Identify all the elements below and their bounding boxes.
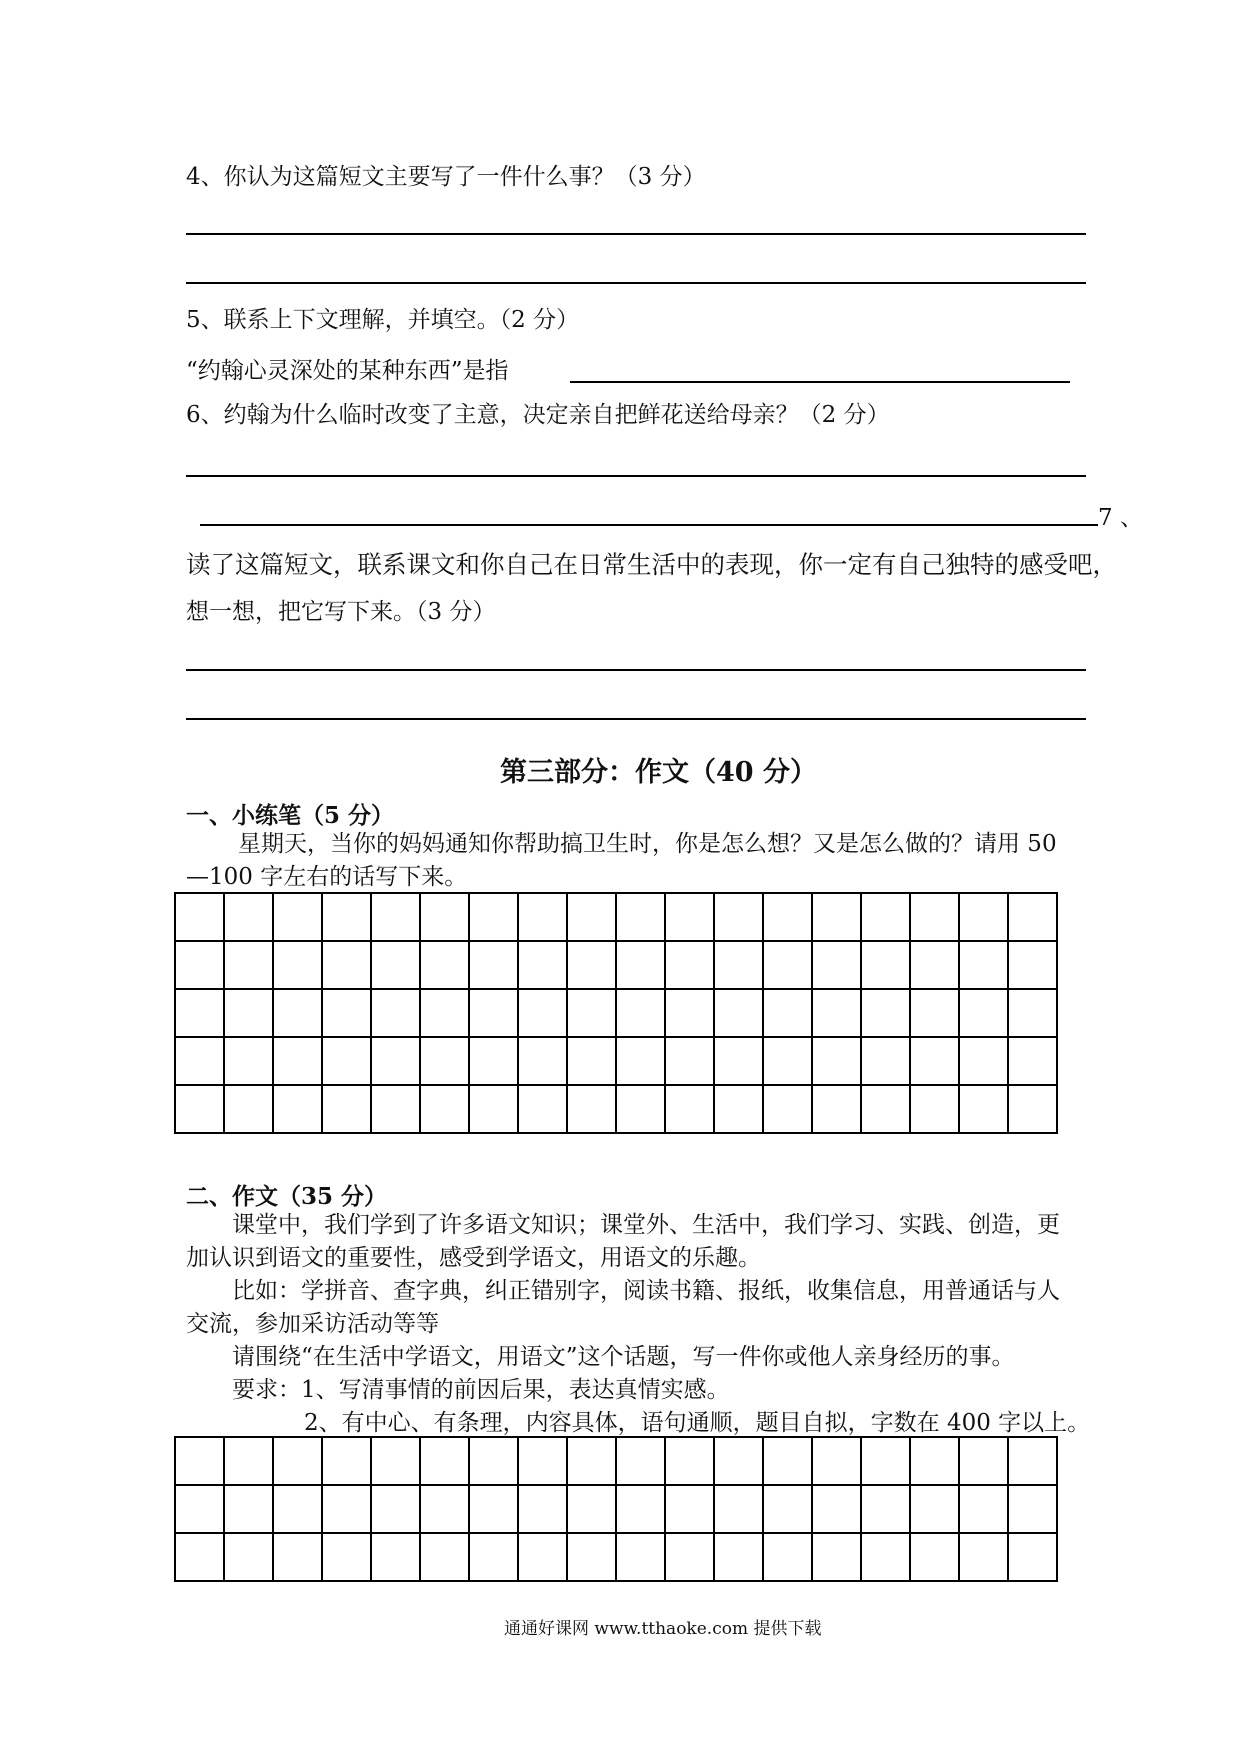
grid-cell[interactable] [518, 941, 567, 989]
grid-cell[interactable] [371, 989, 420, 1037]
grid-cell[interactable] [714, 1533, 763, 1581]
grid-row [175, 941, 1057, 989]
answer-line[interactable] [186, 233, 1086, 235]
grid-row [175, 1037, 1057, 1085]
grid-cell[interactable] [371, 1085, 420, 1133]
grid-cell[interactable] [469, 893, 518, 941]
grid-row [175, 1437, 1057, 1485]
grid-cell[interactable] [175, 941, 224, 989]
grid-cell[interactable] [567, 941, 616, 989]
grid-cell[interactable] [763, 1485, 812, 1533]
answer-line[interactable] [186, 282, 1086, 284]
grid-cell[interactable] [714, 1037, 763, 1085]
grid-row [175, 893, 1057, 941]
grid-cell[interactable] [224, 1085, 273, 1133]
question-5-fill-prompt: “约翰心灵深处的某种东西”是指 [186, 358, 509, 384]
grid-cell[interactable] [518, 1085, 567, 1133]
grid-cell[interactable] [175, 1437, 224, 1485]
grid-cell[interactable] [322, 1037, 371, 1085]
grid-row [175, 989, 1057, 1037]
grid-cell[interactable] [518, 989, 567, 1037]
answer-line[interactable] [200, 524, 1098, 526]
grid-cell[interactable] [224, 941, 273, 989]
grid-cell[interactable] [959, 1085, 1008, 1133]
grid-cell[interactable] [567, 1485, 616, 1533]
grid-cell[interactable] [665, 1485, 714, 1533]
grid-cell[interactable] [518, 1037, 567, 1085]
grid-cell[interactable] [1008, 989, 1057, 1037]
grid-cell[interactable] [812, 941, 861, 989]
grid-cell[interactable] [322, 893, 371, 941]
grid-cell[interactable] [224, 1437, 273, 1485]
grid-cell[interactable] [175, 1037, 224, 1085]
grid-cell[interactable] [175, 1533, 224, 1581]
grid-cell[interactable] [959, 1533, 1008, 1581]
grid-cell[interactable] [371, 893, 420, 941]
section2-p1-line1: 课堂中，我们学到了许多语文知识；课堂外、生活中，我们学习、实践、创造，更 [232, 1212, 1060, 1238]
grid-cell[interactable] [273, 1037, 322, 1085]
grid-cell[interactable] [420, 989, 469, 1037]
grid-cell[interactable] [910, 1037, 959, 1085]
grid-cell[interactable] [812, 893, 861, 941]
grid-cell[interactable] [175, 1485, 224, 1533]
grid-cell[interactable] [322, 1533, 371, 1581]
grid-cell[interactable] [518, 893, 567, 941]
grid-row [175, 1485, 1057, 1533]
grid-cell[interactable] [420, 1085, 469, 1133]
grid-cell[interactable] [469, 941, 518, 989]
grid-cell[interactable] [714, 1485, 763, 1533]
grid-cell[interactable] [812, 1533, 861, 1581]
grid-cell[interactable] [322, 941, 371, 989]
grid-cell[interactable] [959, 989, 1008, 1037]
grid-cell[interactable] [616, 941, 665, 989]
grid-cell[interactable] [469, 1485, 518, 1533]
grid-cell[interactable] [224, 1533, 273, 1581]
grid-cell[interactable] [714, 1085, 763, 1133]
grid-cell[interactable] [910, 893, 959, 941]
grid-cell[interactable] [371, 941, 420, 989]
grid-cell[interactable] [812, 1485, 861, 1533]
grid-cell[interactable] [175, 989, 224, 1037]
grid-cell[interactable] [616, 1485, 665, 1533]
grid-cell[interactable] [616, 989, 665, 1037]
grid-cell[interactable] [322, 1085, 371, 1133]
grid-cell[interactable] [665, 1037, 714, 1085]
grid-cell[interactable] [861, 1037, 910, 1085]
grid-row [175, 1085, 1057, 1133]
grid-cell[interactable] [1008, 893, 1057, 941]
grid-cell[interactable] [616, 1437, 665, 1485]
grid-cell[interactable] [273, 1533, 322, 1581]
grid-cell[interactable] [1008, 1037, 1057, 1085]
grid-cell[interactable] [714, 893, 763, 941]
grid-cell[interactable] [224, 1485, 273, 1533]
answer-line[interactable] [186, 475, 1086, 477]
grid-cell[interactable] [714, 941, 763, 989]
section2-p2-line2: 交流，参加采访活动等等 [186, 1311, 439, 1337]
section2-heading: 二、作文（35 分） [186, 1183, 388, 1210]
grid-cell[interactable] [959, 1437, 1008, 1485]
grid-cell[interactable] [420, 1037, 469, 1085]
grid-cell[interactable] [861, 1437, 910, 1485]
grid-cell[interactable] [616, 1037, 665, 1085]
grid-cell[interactable] [763, 1037, 812, 1085]
fill-blank-line[interactable] [570, 381, 1070, 383]
grid-cell[interactable] [763, 893, 812, 941]
grid-cell[interactable] [861, 989, 910, 1037]
grid-cell[interactable] [273, 893, 322, 941]
grid-cell[interactable] [322, 989, 371, 1037]
grid-cell[interactable] [763, 1533, 812, 1581]
grid-cell[interactable] [665, 989, 714, 1037]
question-5: 5、联系上下文理解，并填空。（2 分） [186, 307, 580, 333]
grid-cell[interactable] [1008, 1485, 1057, 1533]
question-7-line2: 想一想，把它写下来。（3 分） [186, 599, 496, 625]
grid-cell[interactable] [371, 1437, 420, 1485]
grid-cell[interactable] [469, 1085, 518, 1133]
grid-cell[interactable] [665, 941, 714, 989]
grid-cell[interactable] [224, 1037, 273, 1085]
section2-p3: 请围绕“在生活中学语文，用语文”这个话题，写一件你或他人亲身经历的事。 [232, 1344, 1015, 1370]
grid-cell[interactable] [665, 1437, 714, 1485]
question-6: 6、约翰为什么临时改变了主意，决定亲自把鲜花送给母亲？（2 分） [186, 402, 890, 428]
grid-cell[interactable] [420, 1485, 469, 1533]
grid-cell[interactable] [763, 1085, 812, 1133]
grid-row [175, 1533, 1057, 1581]
grid-cell[interactable] [273, 1437, 322, 1485]
question-4: 4、你认为这篇短文主要写了一件什么事？（3 分） [186, 164, 706, 190]
grid-cell[interactable] [763, 941, 812, 989]
grid-cell[interactable] [665, 893, 714, 941]
grid-cell[interactable] [959, 941, 1008, 989]
section2-req1: 要求：1、写清事情的前因后果，表达真情实感。 [232, 1377, 730, 1403]
grid-cell[interactable] [1008, 941, 1057, 989]
grid-cell[interactable] [714, 989, 763, 1037]
writing-grid-essay[interactable] [174, 1436, 1058, 1582]
grid-cell[interactable] [1008, 1437, 1057, 1485]
grid-cell[interactable] [812, 1037, 861, 1085]
grid-cell[interactable] [616, 893, 665, 941]
question-7-line1: 读了这篇短文，联系课文和你自己在日常生活中的表现，你一定有自己独特的感受吧， [186, 550, 1117, 579]
grid-cell[interactable] [861, 1485, 910, 1533]
grid-cell[interactable] [567, 1437, 616, 1485]
answer-line[interactable] [186, 718, 1086, 720]
grid-cell[interactable] [910, 1533, 959, 1581]
grid-cell[interactable] [567, 1533, 616, 1581]
grid-cell[interactable] [371, 1533, 420, 1581]
grid-cell[interactable] [273, 941, 322, 989]
grid-cell[interactable] [469, 1533, 518, 1581]
footer-source: 通通好课网 www.tthaoke.com 提供下载 [504, 1619, 822, 1639]
grid-cell[interactable] [567, 893, 616, 941]
grid-cell[interactable] [273, 989, 322, 1037]
grid-cell[interactable] [567, 1037, 616, 1085]
writing-grid-practice[interactable] [174, 892, 1058, 1134]
section2-p2-line1: 比如：学拼音、查字典，纠正错别字，阅读书籍、报纸，收集信息，用普通话与人 [232, 1278, 1060, 1304]
section1-heading: 一、小练笔（5 分） [186, 802, 395, 829]
grid-cell[interactable] [616, 1533, 665, 1581]
section1-prompt-line2: —100 字左右的话写下来。 [186, 864, 468, 890]
grid-cell[interactable] [469, 989, 518, 1037]
grid-cell[interactable] [420, 893, 469, 941]
grid-cell[interactable] [420, 941, 469, 989]
grid-cell[interactable] [812, 1437, 861, 1485]
grid-cell[interactable] [910, 989, 959, 1037]
grid-cell[interactable] [371, 1485, 420, 1533]
grid-cell[interactable] [763, 989, 812, 1037]
grid-cell[interactable] [812, 989, 861, 1037]
grid-cell[interactable] [959, 1485, 1008, 1533]
grid-cell[interactable] [420, 1533, 469, 1581]
grid-cell[interactable] [812, 1085, 861, 1133]
grid-cell[interactable] [861, 1085, 910, 1133]
grid-cell[interactable] [175, 1085, 224, 1133]
grid-cell[interactable] [665, 1533, 714, 1581]
section1-prompt-line1: 星期天，当你的妈妈通知你帮助搞卫生时，你是怎么想？又是怎么做的？请用 50 [238, 831, 1057, 857]
grid-cell[interactable] [861, 893, 910, 941]
grid-cell[interactable] [665, 1085, 714, 1133]
grid-cell[interactable] [616, 1085, 665, 1133]
grid-cell[interactable] [861, 1533, 910, 1581]
grid-cell[interactable] [910, 1437, 959, 1485]
section2-req2: 2、有中心、有条理，内容具体，语句通顺，题目自拟，字数在 400 字以上。 [304, 1410, 1091, 1436]
grid-cell[interactable] [567, 1085, 616, 1133]
grid-cell[interactable] [469, 1037, 518, 1085]
section2-p1-line2: 加认识到语文的重要性，感受到学语文，用语文的乐趣。 [186, 1245, 761, 1271]
grid-cell[interactable] [763, 1437, 812, 1485]
grid-cell[interactable] [224, 989, 273, 1037]
grid-cell[interactable] [910, 1485, 959, 1533]
grid-cell[interactable] [273, 1485, 322, 1533]
grid-cell[interactable] [518, 1533, 567, 1581]
grid-cell[interactable] [273, 1085, 322, 1133]
grid-cell[interactable] [224, 893, 273, 941]
question-7-number: 7 、 [1098, 505, 1143, 531]
answer-line[interactable] [186, 669, 1086, 671]
grid-cell[interactable] [420, 1437, 469, 1485]
grid-cell[interactable] [518, 1485, 567, 1533]
grid-cell[interactable] [1008, 1533, 1057, 1581]
grid-cell[interactable] [371, 1037, 420, 1085]
grid-cell[interactable] [959, 893, 1008, 941]
part3-title: 第三部分：作文（40 分） [500, 757, 817, 788]
grid-cell[interactable] [1008, 1085, 1057, 1133]
grid-cell[interactable] [518, 1437, 567, 1485]
grid-cell[interactable] [469, 1437, 518, 1485]
grid-cell[interactable] [322, 1437, 371, 1485]
grid-cell[interactable] [910, 941, 959, 989]
grid-cell[interactable] [714, 1437, 763, 1485]
grid-cell[interactable] [567, 989, 616, 1037]
grid-cell[interactable] [175, 893, 224, 941]
grid-cell[interactable] [861, 941, 910, 989]
grid-cell[interactable] [322, 1485, 371, 1533]
grid-cell[interactable] [959, 1037, 1008, 1085]
grid-cell[interactable] [910, 1085, 959, 1133]
